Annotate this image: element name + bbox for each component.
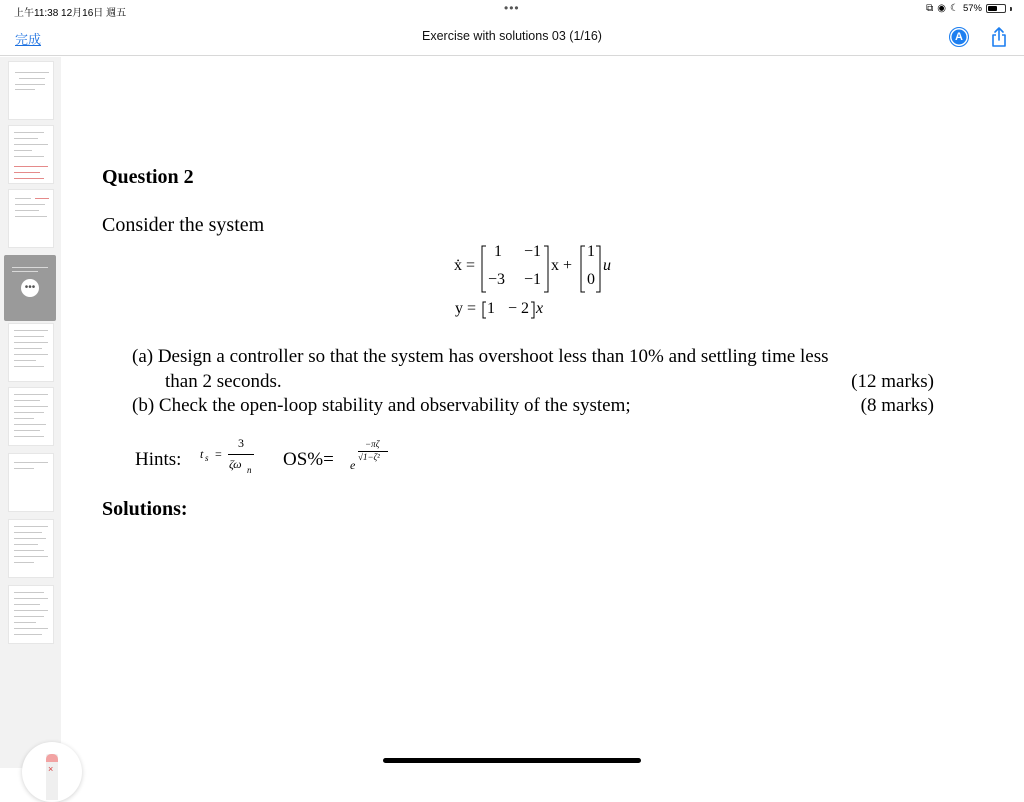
hints-label: Hints: (135, 449, 182, 470)
os-exp-denominator: √1−ζ² (358, 452, 380, 462)
page-thumbnail-8[interactable] (8, 519, 54, 578)
os-base: e (350, 458, 356, 472)
done-button[interactable]: 完成 (15, 32, 42, 47)
part-a-line-1: (a) Design a controller so that the system has overshoot less than 10% and settling time less (132, 346, 829, 367)
solutions-heading: Solutions: (102, 498, 188, 520)
part-b-marks: (8 marks) (860, 395, 934, 416)
battery-percent: 57% (962, 3, 982, 14)
page-thumbnail-2[interactable] (8, 125, 54, 184)
ts-denominator: ζω (229, 457, 242, 471)
page-thumbnail-5[interactable] (8, 323, 54, 382)
state-space-equations (450, 240, 620, 320)
multitasking-dots[interactable]: ••• (504, 1, 520, 15)
page-thumbnail-3[interactable] (8, 189, 54, 248)
eq-x-plus: x + (551, 257, 573, 274)
vector-b-2: 0 (587, 271, 595, 288)
eq-x-after-c: x (536, 300, 544, 317)
nav-bar (0, 20, 1024, 56)
document-title: Exercise with solutions 03 (1/16) (422, 29, 602, 43)
matrix-a-12: −1 (524, 243, 542, 260)
os-label: OS%= (283, 449, 334, 470)
part-a-line-2: than 2 seconds. (165, 371, 282, 392)
matrix-c-2: − 2 (508, 300, 530, 317)
question-intro: Consider the system (102, 214, 265, 236)
overshoot-formula (348, 438, 398, 480)
part-a-marks: (12 marks) (851, 371, 934, 392)
page-thumbnail-6[interactable] (8, 387, 54, 446)
matrix-c-1: 1 (487, 300, 495, 317)
status-bar (0, 0, 1024, 20)
pencil-mark: × (48, 764, 54, 774)
pencil-tool-button[interactable] (22, 742, 82, 802)
ts-eq: = (215, 447, 222, 461)
battery-icon (986, 4, 1006, 13)
part-b: (b) Check the open-loop stability and observability of the system; (132, 395, 631, 416)
matrix-a-11: 1 (494, 243, 502, 260)
ts-lhs: t (200, 447, 204, 461)
page-thumbnail-7[interactable] (8, 453, 54, 512)
eq-xdot: ẋ = (454, 257, 476, 274)
page-thumbnail-9[interactable] (8, 585, 54, 644)
ts-numerator: 3 (238, 436, 244, 450)
matrix-a-22: −1 (524, 271, 542, 288)
ts-sub: s (205, 453, 209, 463)
markup-icon[interactable]: A (949, 27, 969, 47)
location-icon: ◉ (937, 3, 947, 14)
battery-tip (1010, 7, 1012, 11)
home-indicator[interactable] (383, 758, 641, 763)
more-options-icon[interactable]: ••• (21, 279, 39, 297)
ts-denominator-sub: n (247, 465, 252, 475)
ts-fraction-bar (228, 454, 254, 455)
matrix-a-21: −3 (488, 271, 506, 288)
settling-time-formula (200, 436, 270, 480)
status-icons (926, 3, 1012, 14)
screen-mirror-icon: ⧉ (926, 3, 934, 14)
battery-level (988, 6, 997, 11)
page-thumbnail-sidebar (0, 57, 61, 774)
share-icon[interactable] (990, 26, 1008, 48)
eq-y: y = (455, 300, 477, 317)
moon-icon: ☾ (950, 3, 959, 14)
question-heading: Question 2 (102, 166, 194, 188)
eq-u: u (603, 257, 611, 274)
pencil-tip (46, 754, 58, 762)
page-thumbnail-1[interactable] (8, 61, 54, 120)
status-time: 上午11:38 12月16日 週五 (14, 8, 127, 19)
os-exp-numerator: −πζ (365, 439, 380, 449)
vector-b-1: 1 (587, 243, 595, 260)
